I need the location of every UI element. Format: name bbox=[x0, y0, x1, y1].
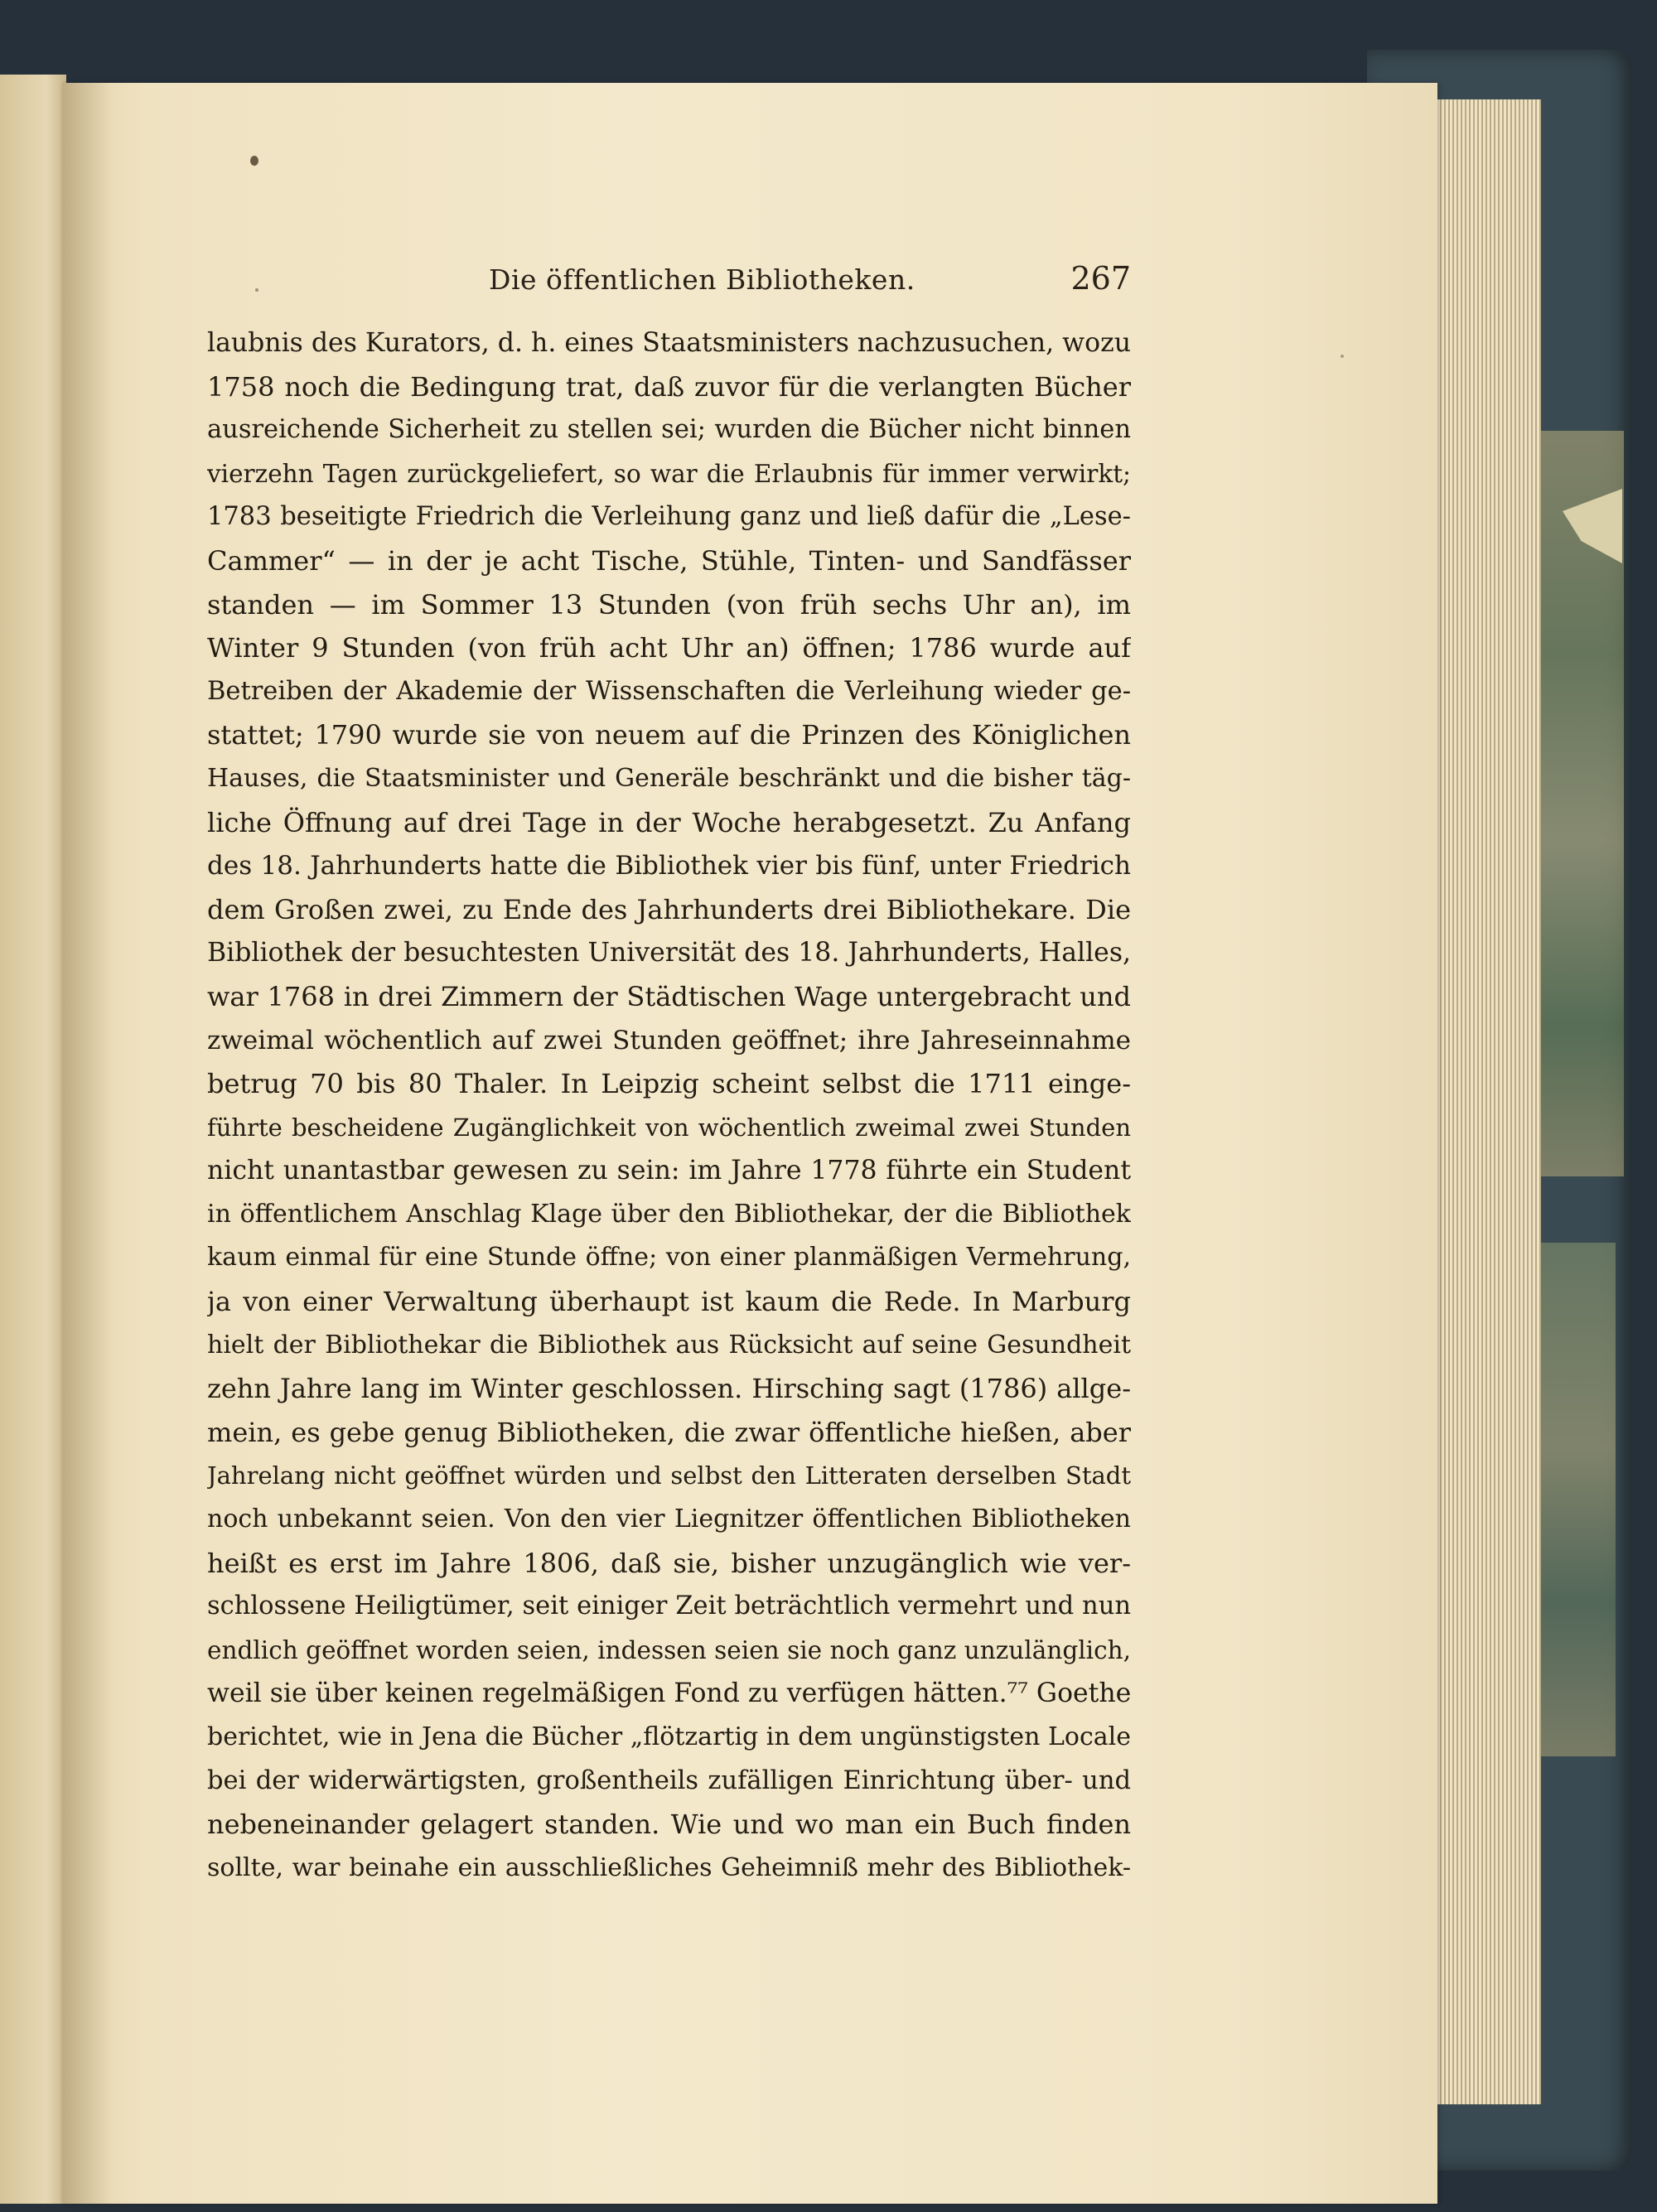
ink-speck bbox=[1341, 355, 1344, 358]
text-line: vierzehn Tagen zurückgeliefert, so war die Erlaubnis für immer verwirkt; bbox=[207, 459, 1131, 488]
text-line: liche Öffnung auf drei Tage in der Woche herabgesetzt. Zu Anfang bbox=[207, 806, 1131, 838]
page-number: 267 bbox=[1070, 260, 1131, 297]
text-line: berichtet, wie in Jena die Bücher „flötzartig in dem ungünstigsten Locale bbox=[207, 1722, 1131, 1751]
text-line: Betreiben der Akademie der Wissenschaften die Verleihung wieder ge- bbox=[207, 676, 1131, 706]
text-line: standen — im Sommer 13 Stunden (von früh sechs Uhr an), im bbox=[207, 588, 1131, 621]
text-line: führte bescheidene Zugänglichkeit von wöchentlich zweimal zwei Stunden bbox=[207, 1113, 1131, 1142]
text-line: mein, es gebe genug Bibliotheken, die zwar öffentliche hießen, aber bbox=[207, 1416, 1131, 1448]
text-line: schlossene Heiligtümer, seit einiger Zeit beträchtlich vermehrt und nun bbox=[207, 1591, 1131, 1621]
running-title: Die öffentlichen Bibliotheken. bbox=[489, 263, 915, 296]
cover-marbling-lower bbox=[1537, 1243, 1616, 1756]
text-line: Winter 9 Stunden (von früh acht Uhr an) öffnen; 1786 wurde auf bbox=[207, 632, 1131, 664]
facing-page-edge bbox=[0, 75, 66, 2204]
text-line: nicht unantastbar gewesen zu sein: im Jahre 1778 führte ein Student bbox=[207, 1156, 1131, 1186]
text-line: betrug 70 bis 80 Thaler. In Leipzig scheint selbst die 1711 einge- bbox=[207, 1068, 1131, 1100]
text-line: 1758 noch die Bedingung trat, daß zuvor für die verlangten Bücher bbox=[207, 370, 1131, 403]
body-text bbox=[207, 321, 1131, 1890]
text-line: kaum einmal für eine Stunde öffne; von einer planmäßigen Vermehrung, bbox=[207, 1243, 1131, 1273]
text-line: weil sie über keinen regelmäßigen Fond zu verfügen hätten.⁷⁷ Goethe bbox=[207, 1678, 1131, 1709]
text-line: dem Großen zwei, zu Ende des Jahrhunderts drei Bibliothekare. Die bbox=[207, 893, 1131, 925]
text-line: noch unbekannt seien. Von den vier Liegnitzer öffentlichen Bibliotheken bbox=[207, 1504, 1131, 1534]
text-line: bei der widerwärtigsten, großentheils zufälligen Einrichtung über- und bbox=[207, 1765, 1131, 1795]
text-line: in öffentlichem Anschlag Klage über den Bibliothekar, der die Bibliothek bbox=[207, 1199, 1131, 1229]
text-line: hielt der Bibliothekar die Bibliothek aus Rücksicht auf seine Gesundheit bbox=[207, 1330, 1131, 1360]
text-line: ausreichende Sicherheit zu stellen sei; wurden die Bücher nicht binnen bbox=[207, 415, 1131, 445]
text-line: ja von einer Verwaltung überhaupt ist kaum die Rede. In Marburg bbox=[207, 1286, 1131, 1318]
text-line: sollte, war beinahe ein ausschließliches Geheimniß mehr des Bibliothek- bbox=[207, 1852, 1131, 1882]
text-line: zweimal wöchentlich auf zwei Stunden geöffnet; ihre Jahreseinnahme bbox=[207, 1025, 1131, 1055]
text-line: laubnis des Kurators, d. h. eines Staatsministers nachzusuchen, wozu bbox=[207, 328, 1131, 358]
text-line: Bibliothek der besuchtesten Universität des 18. Jahrhunderts, Halles, bbox=[207, 938, 1131, 968]
text-line: endlich geöffnet worden seien, indessen seien sie noch ganz unzulänglich, bbox=[207, 1635, 1131, 1664]
ink-speck bbox=[250, 156, 258, 166]
text-line: nebeneinander gelagert standen. Wie und wo man ein Buch finden bbox=[207, 1809, 1131, 1841]
text-line: des 18. Jahrhunderts hatte die Bibliothek vier bis fünf, unter Friedrich bbox=[207, 851, 1131, 881]
text-line: zehn Jahre lang im Winter geschlossen. Hirsching sagt (1786) allge- bbox=[207, 1373, 1131, 1405]
text-line: heißt es erst im Jahre 1806, daß sie, bisher unzugänglich wie ver- bbox=[207, 1547, 1131, 1579]
text-line: Cammer“ — in der je acht Tische, Stühle, Tinten- und Sandfässer bbox=[207, 544, 1131, 577]
text-line: Hauses, die Staatsminister und Generäle beschränkt und die bisher täg- bbox=[207, 763, 1131, 793]
text-line: war 1768 in drei Zimmern der Städtischen Wage untergebracht und bbox=[207, 980, 1131, 1012]
text-line: Jahrelang nicht geöffnet würden und selbst den Litteraten derselben Stadt bbox=[207, 1461, 1131, 1490]
gutter-shadow bbox=[62, 83, 112, 2204]
page-header bbox=[207, 260, 1131, 305]
text-line: 1783 beseitigte Friedrich die Verleihung ganz und ließ dafür die „Lese- bbox=[207, 502, 1131, 532]
text-line: stattet; 1790 wurde sie von neuem auf die Prinzen des Königlichen bbox=[207, 719, 1131, 751]
